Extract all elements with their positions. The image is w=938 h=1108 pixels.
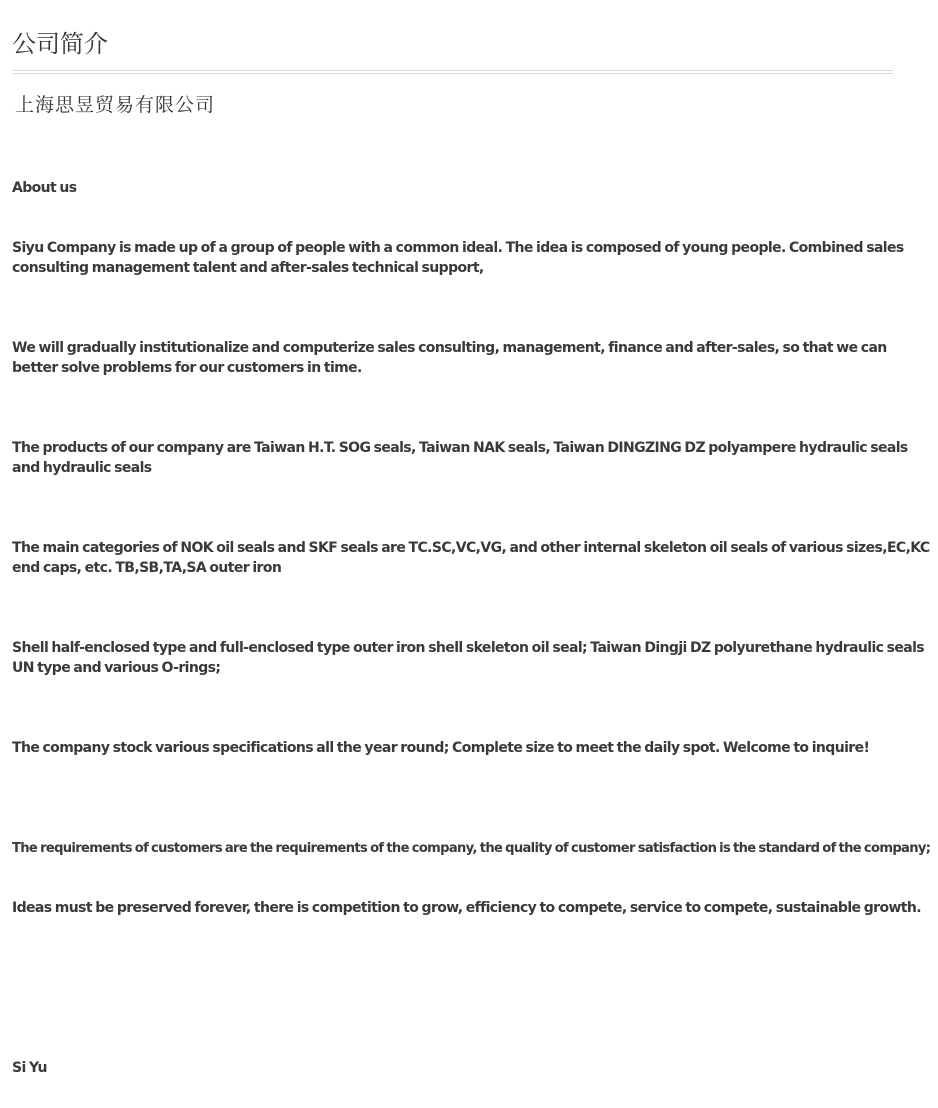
company-name: 上海思昱贸易有限公司 bbox=[15, 94, 216, 116]
paragraph-intro: Siyu Company is made up of a group of people with a common ideal. The idea is composed of young people. Combined sales consulting management talent and after-sales technical support, bbox=[12, 240, 904, 276]
paragraph-stock: The company stock various specifications all the year round; Complete size to meet the daily spot. Welcome to inquire! bbox=[12, 740, 870, 756]
paragraph-categories: The main categories of NOK oil seals and SKF seals are TC.SC,VC,VG, and other internal skeleton oil seals of various sizes,EC,KC end caps, etc. TB,SB,TA,SA outer iron bbox=[12, 540, 930, 576]
paragraph-requirements: The requirements of customers are the requirements of the company, the quality of customer satisfaction is the standard of the company; bbox=[12, 840, 931, 856]
paragraph-ideas: Ideas must be preserved forever, there is competition to grow, efficiency to compete, service to compete, sustainable growth. bbox=[12, 900, 921, 916]
page-title: 公司简介 bbox=[12, 30, 108, 58]
paragraph-shell-types: Shell half-enclosed type and full-enclosed type outer iron shell skeleton oil seal; Taiwan Dingji DZ polyurethane hydraulic seals UN type and various O-rings; bbox=[12, 640, 925, 676]
about-heading: About us bbox=[12, 180, 77, 196]
signature: Si Yu bbox=[12, 1060, 47, 1076]
title-divider bbox=[12, 70, 893, 74]
paragraph-products: The products of our company are Taiwan H.T. SOG seals, Taiwan NAK seals, Taiwan DINGZING DZ polyampere hydraulic seals and hydraulic seals bbox=[12, 440, 908, 476]
paragraph-institutionalize: We will gradually institutionalize and computerize sales consulting, management, finance and after-sales, so that we can better solve problems for our customers in time. bbox=[12, 340, 887, 376]
